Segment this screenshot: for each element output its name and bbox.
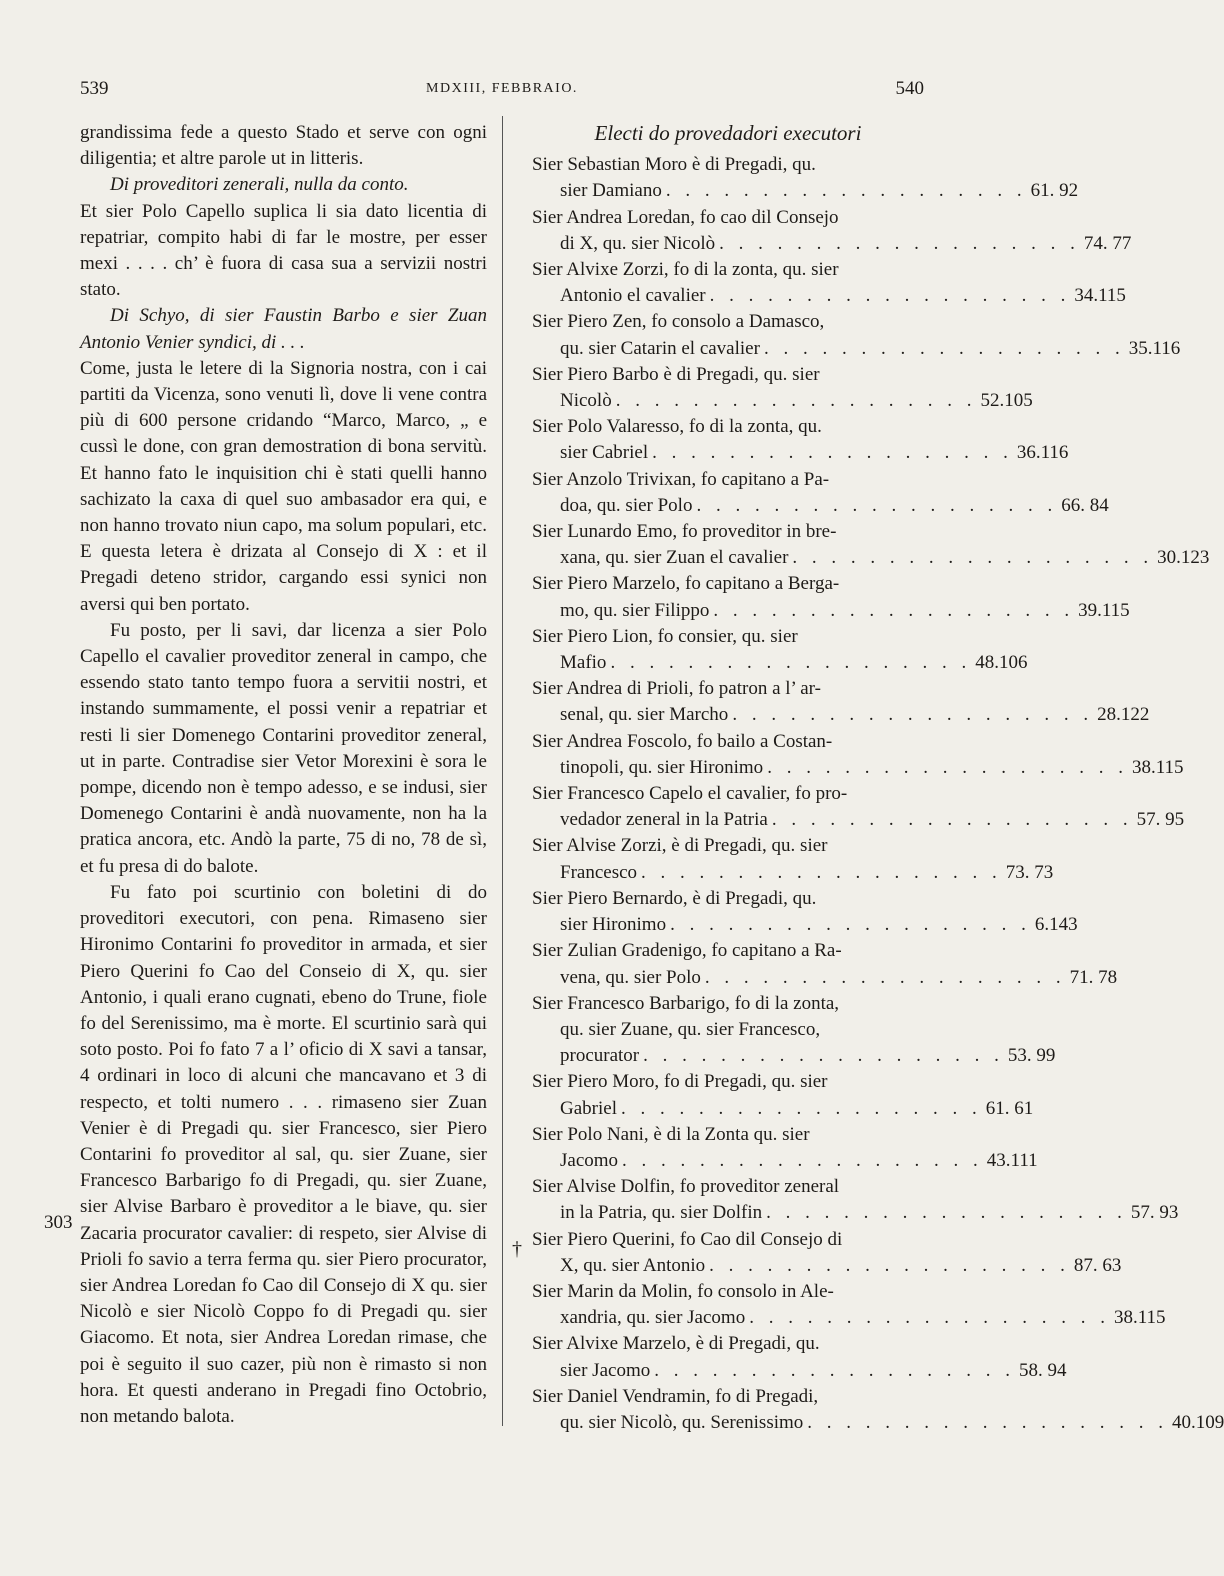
entry-name: Sier Alvixe Zorzi, fo di la zonta, qu. sier xyxy=(532,259,839,281)
leader-dots: . . . . . . . . . . . . . . . . . . . xyxy=(749,1307,1110,1329)
page-header xyxy=(80,78,924,108)
leader-dots: . . . . . . . . . . . . . . . . . . . xyxy=(652,442,1013,464)
list-item xyxy=(532,624,1028,676)
entry-detail: sier Hironimo xyxy=(560,914,667,936)
page-number-left: 539 xyxy=(80,78,109,99)
vote-count: 71. 78 xyxy=(1069,966,1118,988)
entry-detail: senal, qu. sier Marcho xyxy=(560,704,729,726)
entry-name: Sier Daniel Vendramin, fo di Pregadi, xyxy=(532,1385,819,1407)
leader-dots: . . . . . . . . . . . . . . . . . . . xyxy=(641,861,1002,883)
leader-dots: . . . . . . . . . . . . . . . . . . . xyxy=(610,652,972,674)
vote-count: 66. 84 xyxy=(1061,494,1109,516)
vote-count: 38.115 xyxy=(1113,1307,1166,1329)
entry-name: Sier Alvixe Marzelo, è di Pregadi, qu. xyxy=(532,1333,820,1355)
vote-count: 6.143 xyxy=(1034,914,1078,936)
right-column xyxy=(532,120,1224,1436)
entry-detail: di X, qu. sier Nicolò xyxy=(560,232,716,254)
list-item xyxy=(532,1384,1224,1436)
list-item xyxy=(532,1122,1038,1174)
list-item xyxy=(532,1069,1034,1121)
election-list xyxy=(532,152,1224,1436)
leader-dots: . . . . . . . . . . . . . . . . . . . xyxy=(771,809,1133,831)
entry-detail: X, qu. sier Antonio xyxy=(560,1254,706,1276)
list-item xyxy=(532,467,1109,519)
paragraph: Fu fato poi scurtinio con boletini di do proveditori executori, con pena. Rimaseno sier Hironimo Contarini fo proveditor in armada, et sier Piero Querini fo Cao del Conseio di X, qu. sier Antonio, i quali erano cugnati, ebeno do Trune, fiole fo del Serenissimo, ma è morte. El scurtinio sarà qui soto posto. Poi fo fato 7 a l’ oficio di X savi a tansar, 4 ordinari in loco di alcuni che mancavano et 3 di respecto, et tolti numero . . . rimaseno sier Zuan Venier è di Pregadi qu. sier Francesco, sier Piero Contarini fo proveditor al sal, qu. sier Zuane, sier Francesco Barbarigo fo di Pregadi, qu. sier Zuane, sier Alvise Barbaro è proveditor a le biave, qu. sier Zacaria procurator cavalier: di respeto, sier Alvise di Prioli fo savio a terra ferma qu. sier Piero procurator, sier Andrea Loredan fo Cao dil Consejo di X qu. sier Nicolò e sier Nicolò Coppo fo di Pregadi qu. sier Giacomo. Et nota, sier Andrea Loredan rimase, che poi è seguito il suo cazer, più non è rimasto si non hora. Et questi anderano in Pregadi fino Octobrio, non metando balota. xyxy=(80,881,487,1427)
entry-name: Sier Francesco Capelo el cavalier, fo pro- xyxy=(532,783,848,805)
vote-count: 34.115 xyxy=(1074,285,1126,307)
paragraph: grandissima fede a questo Stado et serve con ogni diligentia; et altre parole ut in litteris. xyxy=(80,122,487,170)
leader-dots: . . . . . . . . . . . . . . . . . . . xyxy=(622,1149,983,1171)
vote-count: 38.115 xyxy=(1131,756,1184,778)
column-divider xyxy=(502,116,503,1426)
leader-dots: . . . . . . . . . . . . . . . . . . . xyxy=(620,1097,982,1119)
entry-detail: qu. sier Nicolò, qu. Serenissimo xyxy=(560,1411,804,1433)
vote-count: 58. 94 xyxy=(1018,1359,1067,1381)
paragraph: Come, justa le letere di la Signoria nostra, con i cai partiti da Vicenza, sono venuti lì, dove li vene contra più di 600 persone cridando “Marco, Marco, „ e cussì le done, con gran demostration di bona servitù. Et hanno fato le inquisition chi è stati quelli hanno sachizato la caxa di quel suo ambasador era qui, e non hanno trovato niun capo, ma solum populari, etc. E questa letera è drizata al Consejo di X : et il Pregadi deteno stridor, cargando essi synici non aversi qui ben portato. xyxy=(80,357,487,615)
entry-detail: mo, qu. sier Filippo xyxy=(560,599,710,621)
leader-dots: . . . . . . . . . . . . . . . . . . . xyxy=(767,756,1128,778)
list-item xyxy=(532,414,1069,466)
list-item xyxy=(532,729,1184,781)
list-item xyxy=(532,152,1079,204)
entry-name: Sier Piero Lion, fo consier, qu. sier xyxy=(532,625,798,647)
list-title: Electi do provedadori executori xyxy=(594,121,862,145)
margin-number: 303 xyxy=(44,1212,73,1233)
entry-detail: Mafio xyxy=(560,652,607,674)
entry-detail: sier Cabriel xyxy=(560,442,649,464)
left-column xyxy=(80,120,487,1430)
entry-name: Sier Piero Bernardo, è di Pregadi, qu. xyxy=(532,887,817,909)
entry-name: Sier Francesco Barbarigo, fo di la zonta, xyxy=(532,992,840,1014)
entry-name: Sier Andrea di Prioli, fo patron a l’ ar- xyxy=(532,678,821,700)
leader-dots: . . . . . . . . . . . . . . . . . . . xyxy=(615,390,977,412)
list-item xyxy=(532,886,1078,938)
list-item xyxy=(532,571,1130,623)
vote-count: 36.116 xyxy=(1016,442,1069,464)
paragraph: Di Schyo, di sier Faustin Barbo e sier Zuan Antonio Venier syndici, di . . . xyxy=(80,305,487,353)
entry-detail: xana, qu. sier Zuan el cavalier xyxy=(560,547,789,569)
entry-name: Sier Piero Barbo è di Pregadi, qu. sier xyxy=(532,363,820,385)
vote-count: 73. 73 xyxy=(1005,861,1054,883)
entry-name: Sier Piero Zen, fo consolo a Damasco, xyxy=(532,311,825,333)
leader-dots: . . . . . . . . . . . . . . . . . . . xyxy=(719,232,1080,254)
entry-detail: Nicolò xyxy=(560,390,612,412)
leader-dots: . . . . . . . . . . . . . . . . . . . xyxy=(766,1202,1127,1224)
list-item xyxy=(532,1279,1166,1331)
entry-name: Sier Piero Marzelo, fo capitano a Berga- xyxy=(532,573,840,595)
list-item xyxy=(532,519,1210,571)
leader-dots: . . . . . . . . . . . . . . . . . . . xyxy=(763,337,1125,359)
list-item xyxy=(532,257,1126,309)
entry-name: Sier Polo Nani, è di la Zonta qu. sier xyxy=(532,1123,810,1145)
entry-detail: sier Jacomo xyxy=(560,1359,651,1381)
vote-count: 53. 99 xyxy=(1007,1045,1056,1067)
list-item xyxy=(532,833,1054,885)
vote-count: 52.105 xyxy=(980,390,1033,412)
entry-detail: procurator xyxy=(560,1045,640,1067)
leader-dots: . . . . . . . . . . . . . . . . . . . xyxy=(643,1045,1004,1067)
entry-name: Sier Piero Moro, fo di Pregadi, qu. sier xyxy=(532,1071,828,1093)
entry-name: Sier Marin da Molin, fo consolo in Ale- xyxy=(532,1280,834,1302)
leader-dots: . . . . . . . . . . . . . . . . . . . xyxy=(670,914,1031,936)
list-item xyxy=(532,938,1118,990)
cross-mark: † xyxy=(512,1238,522,1260)
leader-dots: . . . . . . . . . . . . . . . . . . . xyxy=(709,285,1071,307)
leader-dots: . . . . . . . . . . . . . . . . . . . xyxy=(704,966,1066,988)
vote-count: 57. 93 xyxy=(1130,1202,1179,1224)
entry-name: Sier Andrea Loredan, fo cao dil Consejo xyxy=(532,206,839,228)
paragraph: Fu posto, per li savi, dar licenza a sier Polo Capello el cavalier proveditor zeneral in campo, che essendo stato tanto tempo fuora a servitii nostri, et instando summamente, el possi venir a repatriar et resti li sier Domenego Contarini proveditor zeneral, ut in parte. Contradise sier Vetor Morexini è sora le pompe, dicendo non è tempo adesso, e se indusi, sier Domenego Contarini è andà nuovamente, non ha la pratica ancora, etc. Andò la parte, 75 di no, 78 de sì, et fu presa di do balote. xyxy=(80,619,487,877)
entry-detail: Francesco xyxy=(560,861,638,883)
entry-name: Sier Anzolo Trivixan, fo capitano a Pa- xyxy=(532,468,830,490)
leader-dots: . . . . . . . . . . . . . . . . . . . xyxy=(732,704,1094,726)
entry-name: Sier Piero Querini, fo Cao dil Consejo di xyxy=(532,1228,843,1250)
list-item xyxy=(532,676,1150,728)
leader-dots: . . . . . . . . . . . . . . . . . . . xyxy=(709,1254,1070,1276)
leader-dots: . . . . . . . . . . . . . . . . . . . xyxy=(654,1359,1015,1381)
entry-detail: in la Patria, qu. sier Dolfin xyxy=(560,1202,763,1224)
vote-count: 61. 92 xyxy=(1030,180,1079,202)
vote-count: 43.111 xyxy=(986,1149,1038,1171)
vote-count: 40.109 xyxy=(1172,1411,1224,1433)
entry-name: Sier Alvise Zorzi, è di Pregadi, qu. sier xyxy=(532,835,828,857)
entry-name: Sier Polo Valaresso, fo di la zonta, qu. xyxy=(532,416,822,438)
running-title: MDXIII, FEBBRAIO. xyxy=(426,81,578,96)
list-item xyxy=(532,205,1132,257)
paragraph: Di proveditori zenerali, nulla da conto. xyxy=(110,174,409,196)
vote-count: 74. 77 xyxy=(1083,232,1132,254)
vote-count: 87. 63 xyxy=(1073,1254,1122,1276)
list-item xyxy=(532,781,1185,833)
entry-name: Sier Zulian Gradenigo, fo capitano a Ra- xyxy=(532,940,842,962)
vote-count: 48.106 xyxy=(975,652,1028,674)
entry-detail: qu. sier Catarin el cavalier xyxy=(560,337,760,359)
paragraph: Et sier Polo Capello suplica li sia dato licentia di repatriar, compito habi di far le mostre, per esser mexi . . . . ch’ è fuora di casa sua a servizii nostri stato. xyxy=(80,200,487,301)
vote-count: 35.116 xyxy=(1128,337,1181,359)
page-number-right: 540 xyxy=(895,78,924,99)
leader-dots: . . . . . . . . . . . . . . . . . . . xyxy=(713,599,1075,621)
list-item xyxy=(532,1174,1179,1226)
list-item xyxy=(532,362,1033,414)
entry-name: Sier Alvise Dolfin, fo proveditor zeneral xyxy=(532,1176,840,1198)
list-item xyxy=(532,991,1056,1070)
entry-detail: qu. sier Zuane, qu. sier Francesco, xyxy=(560,1018,821,1040)
list-item xyxy=(532,1227,1122,1279)
vote-count: 30.123 xyxy=(1157,547,1210,569)
entry-detail: Antonio el cavalier xyxy=(560,285,706,307)
leader-dots: . . . . . . . . . . . . . . . . . . . xyxy=(665,180,1027,202)
leader-dots: . . . . . . . . . . . . . . . . . . . xyxy=(696,494,1058,516)
leader-dots: . . . . . . . . . . . . . . . . . . . xyxy=(807,1411,1169,1433)
entry-detail: doa, qu. sier Polo xyxy=(560,494,693,516)
entry-detail: sier Damiano xyxy=(560,180,662,202)
vote-count: 39.115 xyxy=(1078,599,1130,621)
entry-name: Sier Lunardo Emo, fo proveditor in bre- xyxy=(532,521,837,543)
entry-detail: Gabriel xyxy=(560,1097,617,1119)
entry-detail: vena, qu. sier Polo xyxy=(560,966,701,988)
vote-count: 57. 95 xyxy=(1136,809,1185,831)
entry-name: Sier Andrea Foscolo, fo bailo a Costan- xyxy=(532,730,833,752)
vote-count: 28.122 xyxy=(1097,704,1150,726)
entry-detail: xandria, qu. sier Jacomo xyxy=(560,1307,746,1329)
vote-count: 61. 61 xyxy=(985,1097,1034,1119)
leader-dots: . . . . . . . . . . . . . . . . . . . xyxy=(792,547,1154,569)
entry-name: Sier Sebastian Moro è di Pregadi, qu. xyxy=(532,154,816,176)
list-item xyxy=(532,1331,1067,1383)
entry-detail: tinopoli, qu. sier Hironimo xyxy=(560,756,764,778)
list-item xyxy=(532,309,1181,361)
entry-detail: vedador zeneral in la Patria xyxy=(560,809,768,831)
entry-detail: Jacomo xyxy=(560,1149,619,1171)
